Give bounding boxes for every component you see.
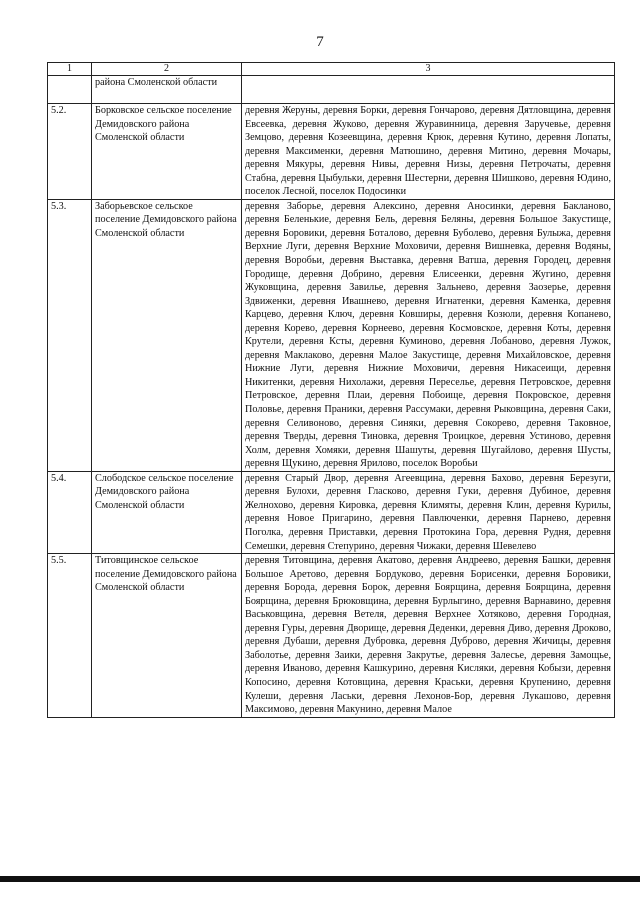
page-number: 7 (316, 34, 324, 50)
villages-list: деревня Заборье, деревня Алексино, деревня Аносинки, деревня Бакланово, деревня Беленькие, деревня Бель, деревня Беляны, деревня Большое Закустище, деревня Боровики, деревня Боталово, деревня Буболево, деревня Булыжа, деревня Верхние Луги, деревня Верхние Моховичи, деревня Вишневка, деревня Водяны, деревня Воробьи, деревня Выставка, деревня Ватша, деревня Городец, деревня Городище, деревня Добрино, деревня Елисеенки, деревня Жугино, деревня Жуковщина, деревня Завилье, деревня Зальнево, деревня Заозерье, деревня Здвиженки, деревня Ивашнево, деревня Игнатенки, деревня Каменка, деревня Карцево, деревня Ключ, деревня Ковширы, деревня Козюли, деревня Копанево, деревня Корево, деревня Корнеево, деревня Космовское, деревня Коты, деревня Крутели, деревня Ксты, деревня Куминово, деревня Лобаново, деревня Лужок, деревня Маклаково, деревня Малое Закустище, деревня Михайловское, деревня Нижние Луги, деревня Нижние Моховичи, деревня Никасеищи, деревня Никитенки, деревня Нихолажи, деревня Переселье, деревня Петровское, деревня Петровское, деревня Плаи, деревня Побоище, деревня Покровское, деревня Половье, деревня Праники, деревня Рассумаки, деревня Рыковщина, деревня Саки, деревня Селивоново, деревня Синяки, деревня Сокорево, деревня Таковное, деревня Тверды, деревня Тиновка, деревня Троицкое, деревня Устиново, деревня Холм, деревня Хомяки, деревня Шашуты, деревня Шугайлово, деревня Шусты, деревня Щукино, деревня Ярилово, поселок Воробьи (242, 199, 615, 471)
row-number (48, 76, 92, 104)
row-number: 5.5. (48, 554, 92, 718)
column-header-2: 2 (92, 63, 242, 76)
villages-list: деревня Жеруны, деревня Борки, деревня Гончарово, деревня Дятловщина, деревня Евсеевка, деревня Жуково, деревня Журавинница, деревня Заручевье, деревня Земцово, деревня Козеевщина, деревня Крюк, деревня Кутино, деревня Лопаты, деревня Максименки, деревня Матюшино, деревня Митино, деревня Мочары, деревня Мякуры, деревня Нивы, деревня Низы, деревня Петрочаты, деревня Стабна, деревня Цыбульки, деревня Шестерни, деревня Шишково, деревня Юдино, поселок Лесной, поселок Подосинки (242, 104, 615, 200)
table-row (48, 471, 615, 553)
villages-list: деревня Титовщина, деревня Акатово, деревня Андреево, деревня Башки, деревня Большое Аретово, деревня Бордуково, деревня Борисенки, деревня Боровики, деревня Борода, деревня Борок, деревня Боярщина, деревня Боярщина, деревня Боярщина, деревня Брюковщина, деревня Бурлыгино, деревня Варнавино, деревня Васьковщина, деревня Ветеля, деревня Верхнее Хотяково, деревня Городная, деревня Гуры, деревня Дворище, деревня Деденки, деревня Диво, деревня Дроково, деревня Дубаши, деревня Дубровка, деревня Дуброво, деревня Жичицы, деревня Заболотье, деревня Заики, деревня Закрутье, деревня Залесье, деревня Замощье, деревня Иваново, деревня Кашкурино, деревня Кисляки, деревня Кобызи, деревня Копосино, деревня Котовщина, деревня Краськи, деревня Крупенино, деревня Кулеши, деревня Ласьки, деревня Лехонов-Бор, деревня Лукашово, деревня Максимово, деревня Макунино, деревня Малое (242, 554, 615, 718)
settlement-name: района Смоленской области (92, 76, 242, 104)
row-number: 5.2. (48, 104, 92, 200)
settlements-table (47, 62, 615, 718)
page-bottom-border (0, 876, 640, 882)
settlement-name: Борковское сельское поселение Демидовского района Смоленской области (92, 104, 242, 200)
settlement-name: Титовщинское сельское поселение Демидовского района Смоленской области (92, 554, 242, 718)
row-number: 5.4. (48, 471, 92, 553)
villages-list: деревня Старый Двор, деревня Агеевщина, деревня Бахово, деревня Березуги, деревня Булохи, деревня Гласково, деревня Гуки, деревня Дубиное, деревня Желнохово, деревня Кировка, деревня Климяты, деревня Клин, деревня Курилы, деревня Новое Пригарино, деревня Павлюченки, деревня Парнево, деревня Поголка, деревня Приставки, деревня Протокина Гора, деревня Рудня, деревня Семешки, деревня Степурино, деревня Чижаки, деревня Шевелево (242, 471, 615, 553)
column-header-1: 1 (48, 63, 92, 76)
row-number: 5.3. (48, 199, 92, 471)
table-row (48, 104, 615, 200)
table-header-row (48, 63, 615, 76)
settlement-name: Слободское сельское поселение Демидовского района Смоленской области (92, 471, 242, 553)
table-row (48, 554, 615, 718)
settlement-name: Заборьевское сельское поселение Демидовского района Смоленской области (92, 199, 242, 471)
villages-list (242, 76, 615, 104)
table-row-continuation (48, 76, 615, 104)
column-header-3: 3 (242, 63, 615, 76)
table-row (48, 199, 615, 471)
